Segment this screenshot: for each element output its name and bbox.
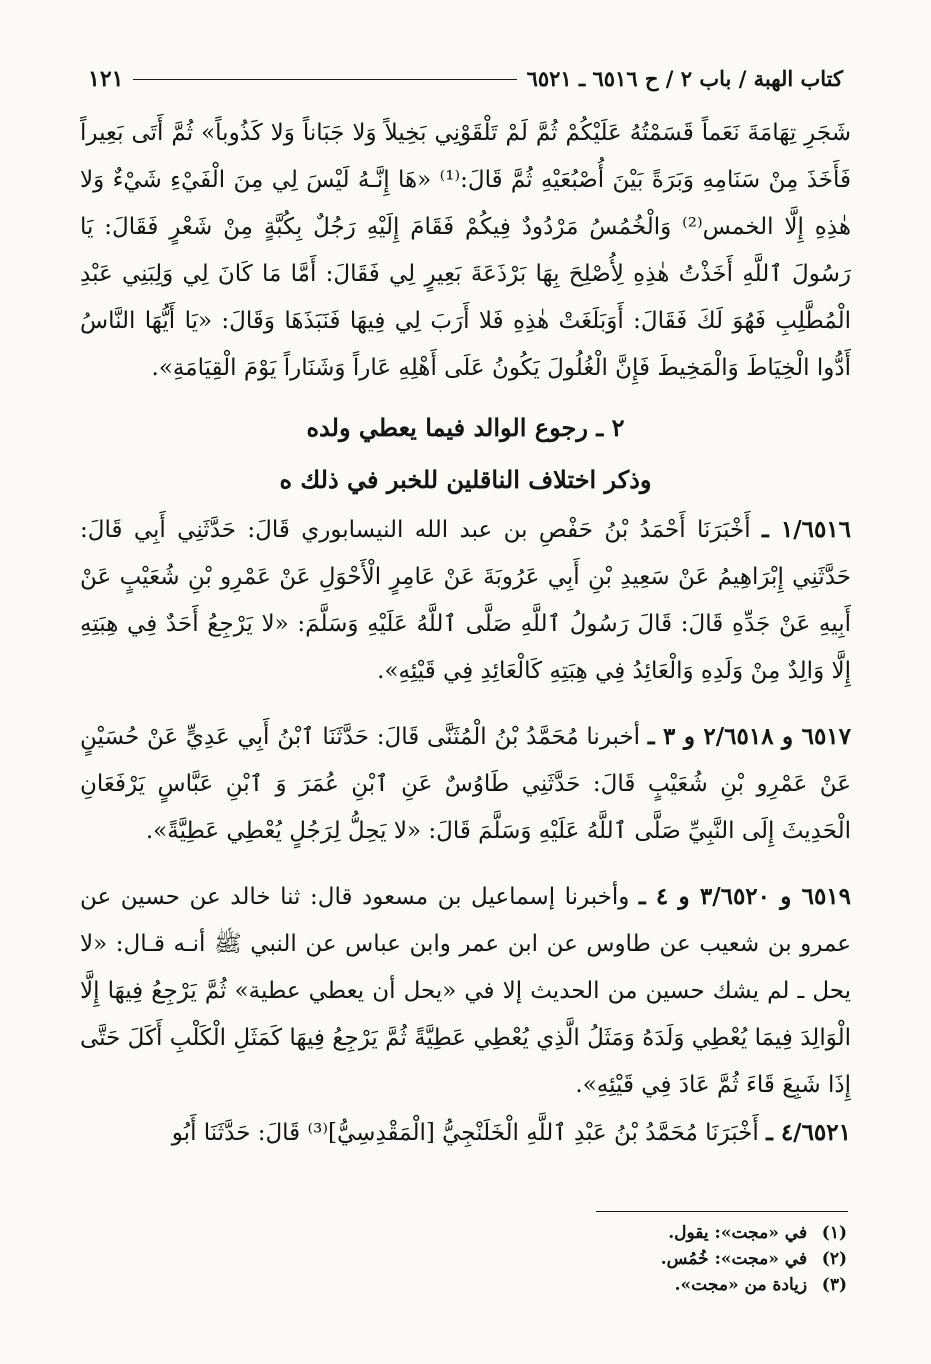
chapter-heading: ٢ ـ رجوع الوالد فيما يعطي ولده — [306, 413, 625, 442]
footnote-text: في «مجت»: خُمُس. — [660, 1249, 808, 1269]
hadith-number: ٦٥١٩ و ٣/٦٥٢٠ و ٤ ـ — [638, 883, 852, 910]
footnote — [427, 1220, 847, 1246]
footnote-mark: (١) — [821, 1223, 847, 1243]
footnote — [427, 1272, 847, 1298]
header-title: كتاب الهبة / باب ٢ / ح ٦٥١٦ ـ ٦٥٢١ — [526, 66, 843, 91]
footnote-mark: (٣) — [821, 1275, 847, 1295]
running-header — [88, 62, 843, 96]
continued-paragraph — [80, 110, 851, 392]
footnote-text: زيادة من «مجت». — [674, 1275, 808, 1295]
footnotes — [427, 1220, 847, 1298]
hadith-text: وأخبرنا إسماعيل بن مسعود قال: ثنا خالد عن حسين عن عمرو بن شعيب عن طاوس عن ابن عمر وابن عباس عن النبي ﷺ أنـه قـال: «لا يحل ـ لم يشك حسين من الحديث إلا في «يحل أن يعطي عطية» ثُمَّ يَرْجِعُ فِيهَا إِلَّا الْوَالِدَ فِيمَا يُعْطِي وَلَدَهُ وَمَثَلُ الَّذِي يُعْطِي عَطِيَّةً ثُمَّ يَرْجِعُ فِيهَا كَمَثَلِ الْكَلْبِ أَكَلَ حَتَّى إِذَا شَبِعَ قَاءَ ثُمَّ عَادَ فِي قَيْئِهِ». — [80, 884, 851, 1098]
hadith-text: أَخْبَرَنَا أَحْمَدُ بْنُ حَفْصِ بن عبد الله النيسابوري قَالَ: حَدَّثَنِي أَبِي قَالَ: حَدَّثَنِي إِبْرَاهِيمُ عَنْ سَعِيدِ بْنِ أَبِي عَرُوبَةَ عَنْ عَامِرٍ الْأَحْوَلِ عَنْ عَمْرِو بْنِ شُعَيْبٍ عَنْ أَبِيهِ عَنْ جَدِّهِ قَالَ: قَالَ رَسُولُ ٱللَّهِ صَلَّى ٱللَّهُ عَلَيْهِ وَسَلَّمَ: «لا يَرْجِعُ أَحَدٌ فِي هِبَتِهِ إِلَّا وَالِدٌ مِنْ وَلَدِهِ وَالْعَائِدُ فِي هِبَتِهِ كَالْعَائِدِ فِي قَيْئِهِ». — [80, 517, 851, 684]
footnote-mark: (٢) — [821, 1249, 847, 1269]
hadith-number: ٤/٦٥٢١ ـ — [766, 1119, 851, 1146]
hadith-number: ٦٥١٧ و ٢/٦٥١٨ و ٣ ـ — [647, 723, 852, 750]
hadith-paragraph — [80, 873, 851, 1109]
header-rule — [133, 79, 516, 80]
page-number: ١٢١ — [88, 66, 124, 92]
hadith-number: ١/٦٥١٦ ـ — [762, 516, 852, 543]
page-body — [80, 110, 851, 1157]
chapter-subheading: وذكر اختلاف الناقلين للخبر في ذلك ه — [279, 465, 652, 494]
hadith-text: أخبرنا مُحَمَّدُ بْنُ الْمُثَنَّى قَالَ: حَدَّثَنَا ٱبْنُ أَبِي عَدِيٍّ عَنْ حُسَيْنٍ عَنْ عَمْرِو بْنِ شُعَيْبٍ قَالَ: حَدَّثَنِي طَاوُسٌ عَنِ ٱبْنِ عُمَرَ وَ ٱبْنِ عَبَّاسٍ يَرْفَعَانِ الْحَدِيثَ إِلَى النَّبِيِّ صَلَّى ٱللَّهُ عَلَيْهِ وَسَلَّمَ قَالَ: «لا يَحِلُّ لِرَجُلٍ يُعْطِي عَطِيَّةً». — [80, 724, 851, 844]
hadith-paragraph — [80, 506, 851, 695]
hadith-paragraph — [80, 1109, 851, 1157]
paragraph-text: شَجَرِ تِهَامَةَ نَعَماً قَسَمْتُهُ عَلَيْكُمْ ثُمَّ لَمْ تَلْقَوْنِي بَخِيلاً وَلا جَبَاناً وَلا كَذُوباً» ثُمَّ أَتَى بَعِيراً فَأَخَذَ مِنْ سَنَامِهِ وَبَرَةً بَيْنَ أُصْبُعَيْهِ ثُمَّ قَالَ:⁽¹⁾ «هَا إِنَّـهُ لَيْسَ لِي مِنَ الْفَيْءِ شَيْءٌ وَلا هٰذِهِ إِلَّا الخمس⁽²⁾ وَالْخُمُسُ مَرْدُودٌ فِيكُمْ فَقَامَ إِلَيْهِ رَجُلٌ بِكُبَّةٍ مِنْ شَعْرٍ فَقَالَ: يَا رَسُولَ ٱللَّهِ أَخَذْتُ هٰذِهِ لِأُصْلِحَ بِهَا بَرْذَعَةَ بَعِيرٍ لِي فَقَالَ: أَمَّا مَا كَانَ لِي وَلِبَنِي عَبْدِ الْمُطَّلِبِ فَهُوَ لَكَ فَقَالَ: أَوَبَلَغَتْ هٰذِهِ فَلا أَرَبَ لِي فِيهَا فَنَبَذَهَا وَقَالَ: «يَا أَيُّهَا النَّاسُ أَدُّوا الْخِيَاطَ وَالْمَخِيطَ فَإِنَّ الْغُلُولَ يَكُونُ عَلَى أَهْلِهِ عَاراً وَشَنَاراً يَوْمَ الْقِيَامَةِ». — [80, 120, 851, 381]
footnote-separator — [596, 1211, 848, 1212]
footnote — [427, 1246, 847, 1272]
hadith-text: أَخْبَرَنَا مُحَمَّدُ بْنُ عَبْدِ ٱللَّهِ الْخَلَنْجِيُّ [الْمَقْدِسِيُّ]⁽³⁾ قَالَ: حَدَّثَنَا أَبُو — [171, 1120, 759, 1146]
footnote-text: في «مجت»: يقول. — [668, 1223, 808, 1243]
hadith-paragraph — [80, 713, 851, 855]
